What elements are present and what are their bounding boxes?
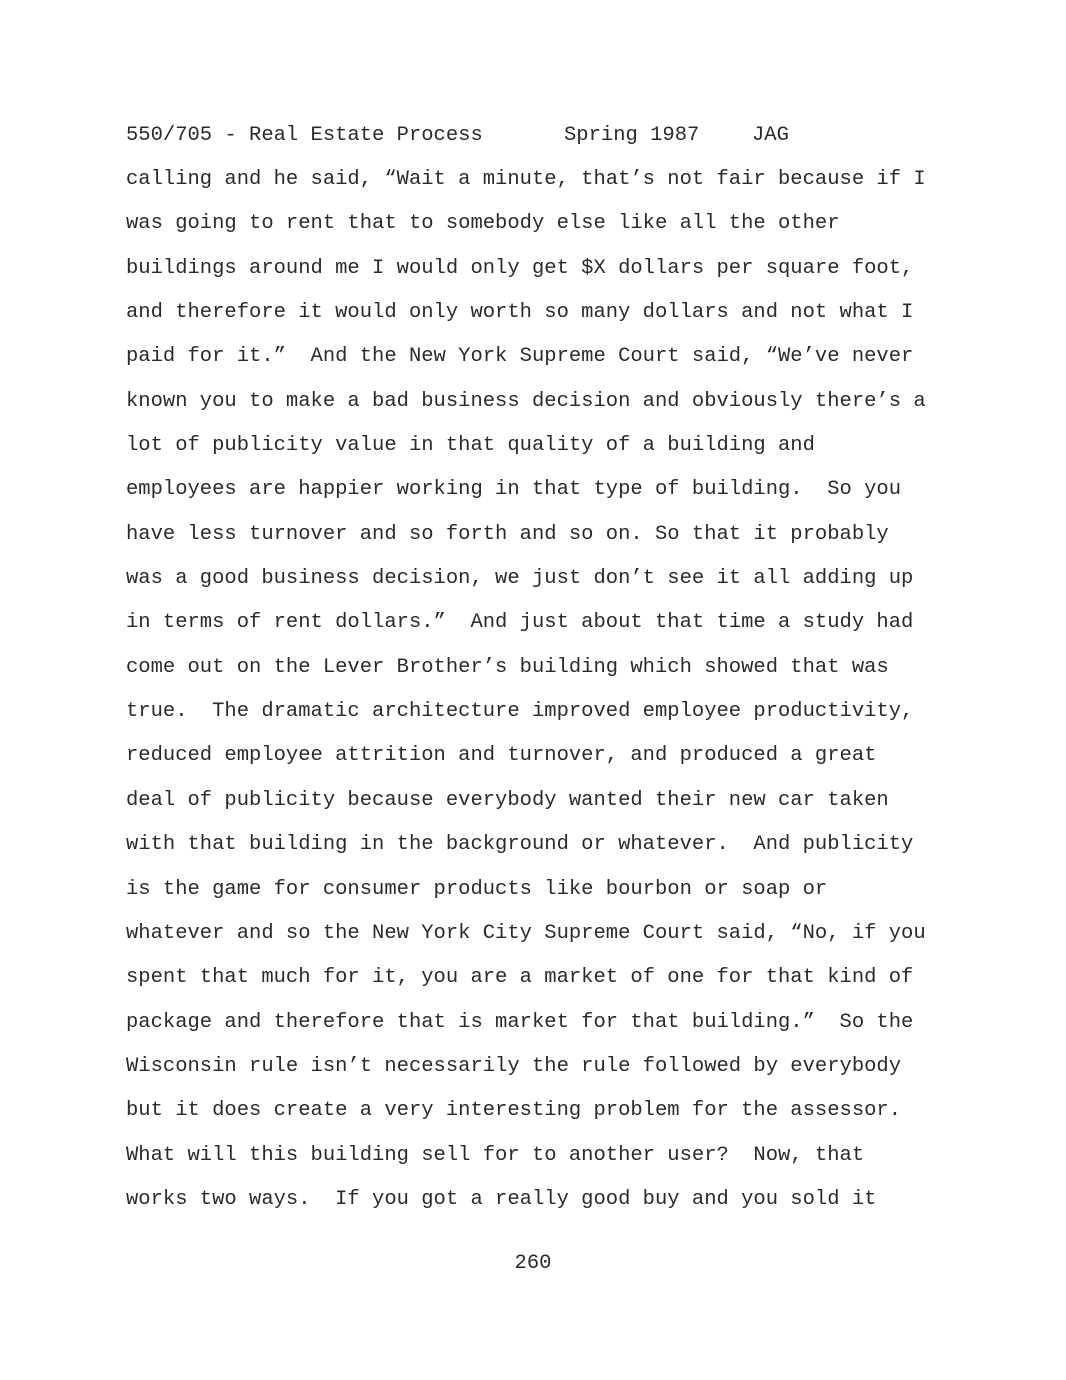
text-line: was a good business decision, we just don’t see it all adding up xyxy=(126,567,914,591)
text-line: lot of publicity value in that quality of a building and xyxy=(126,434,815,458)
text-line: package and therefore that is market for that building.” So the xyxy=(126,1010,914,1034)
transcript-body xyxy=(126,168,956,1232)
text-line: paid for it.” And the New York Supreme Court said, “We’ve never xyxy=(126,345,914,369)
term-label: Spring 1987 xyxy=(564,124,700,147)
text-line: works two ways. If you got a really good buy and you sold it xyxy=(126,1187,877,1211)
author-initials: JAG xyxy=(752,124,789,147)
text-line: and therefore it would only worth so many dollars and not what I xyxy=(126,301,914,325)
page-header xyxy=(126,124,789,148)
text-line: Wisconsin rule isn’t necessarily the rule followed by everybody xyxy=(126,1054,902,1078)
text-line: whatever and so the New York City Supreme Court said, “No, if you xyxy=(126,921,926,945)
text-line: calling and he said, “Wait a minute, that’s not fair because if I xyxy=(126,168,926,191)
text-line: What will this building sell for to another user? Now, that xyxy=(126,1143,865,1167)
page-number: 260 xyxy=(514,1252,552,1275)
text-line: have less turnover and so forth and so on. So that it probably xyxy=(126,522,889,546)
text-line: was going to rent that to somebody else like all the other xyxy=(126,212,840,236)
text-line: deal of publicity because everybody wanted their new car taken xyxy=(126,788,889,812)
text-line: known you to make a bad business decision and obviously there’s a xyxy=(126,389,926,413)
text-line: come out on the Lever Brother’s building which showed that was xyxy=(126,655,889,679)
text-line: reduced employee attrition and turnover, and produced a great xyxy=(126,744,877,768)
course-title: 550/705 - Real Estate Process xyxy=(126,124,483,147)
text-line: employees are happier working in that type of building. So you xyxy=(126,478,902,502)
text-line: in terms of rent dollars.” And just about that time a study had xyxy=(126,611,914,635)
text-line: true. The dramatic architecture improved employee productivity, xyxy=(126,700,914,724)
text-line: with that building in the background or whatever. And publicity xyxy=(126,833,914,857)
text-line: is the game for consumer products like bourbon or soap or xyxy=(126,877,828,901)
text-line: buildings around me I would only get $X dollars per square foot, xyxy=(126,256,914,280)
text-line: spent that much for it, you are a market of one for that kind of xyxy=(126,966,914,990)
text-line: but it does create a very interesting problem for the assessor. xyxy=(126,1099,902,1123)
